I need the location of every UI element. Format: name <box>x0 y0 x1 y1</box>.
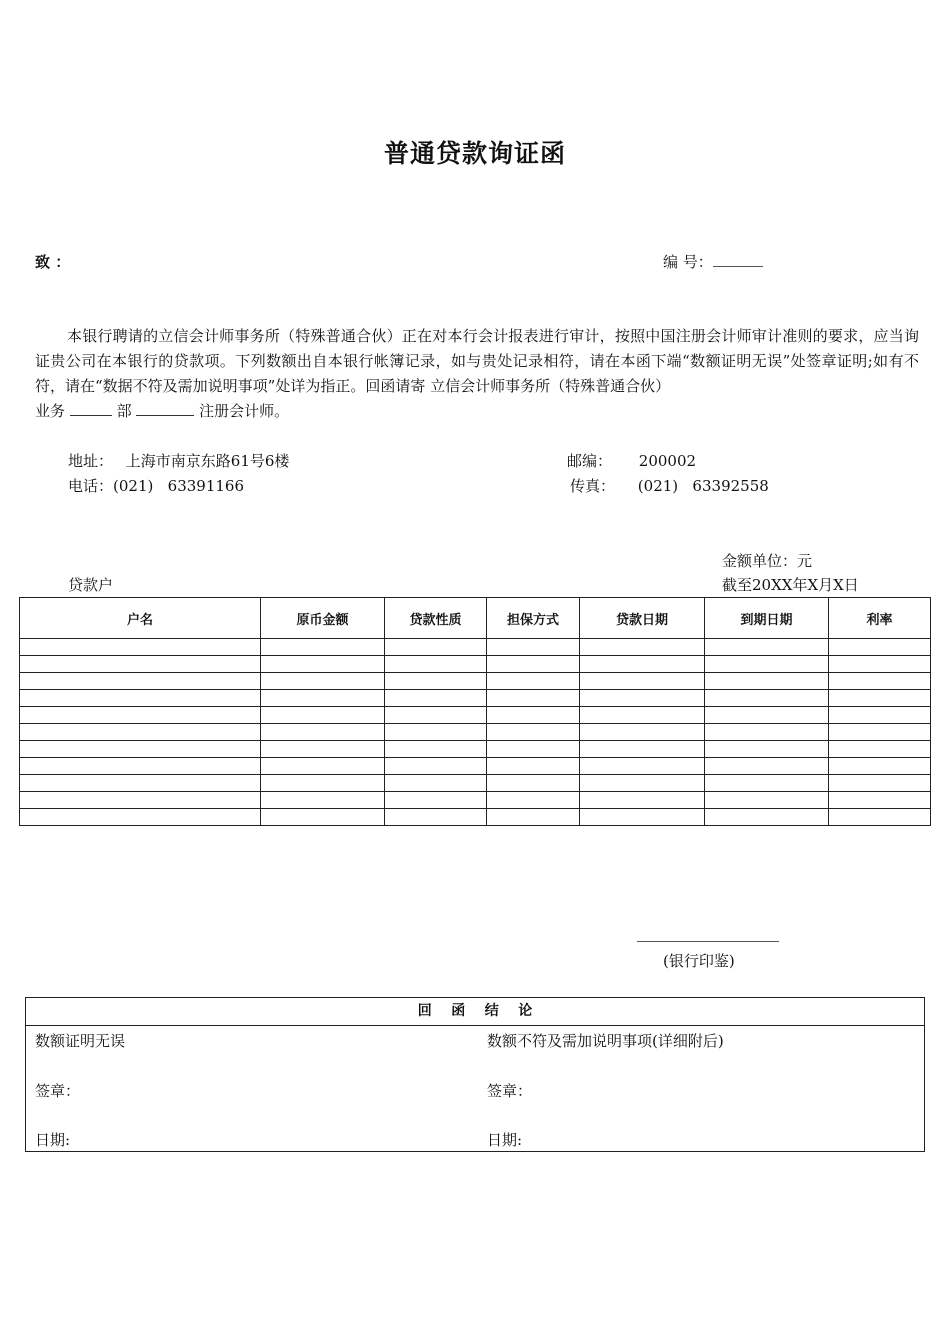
phone: 电话：(021) 63391166 <box>68 477 245 495</box>
table-row <box>20 741 931 758</box>
table-cell[interactable] <box>20 724 261 741</box>
amount-unit: 金额单位：元 <box>722 552 813 570</box>
table-row <box>20 775 931 792</box>
table-cell[interactable] <box>829 639 931 656</box>
reply-section <box>25 997 925 1152</box>
table-cell[interactable] <box>829 724 931 741</box>
table-cell[interactable] <box>705 690 829 707</box>
table-cell[interactable] <box>385 809 487 826</box>
table-cell[interactable] <box>20 656 261 673</box>
table-cell[interactable] <box>261 690 385 707</box>
reply-discrepancy-date[interactable]: 日期: <box>487 1131 523 1149</box>
table-cell[interactable] <box>705 656 829 673</box>
table-cell[interactable] <box>261 792 385 809</box>
table-cell[interactable] <box>580 639 705 656</box>
table-cell[interactable] <box>829 673 931 690</box>
table-cell[interactable] <box>261 741 385 758</box>
table-cell[interactable] <box>829 707 931 724</box>
table-cell[interactable] <box>261 724 385 741</box>
table-cell[interactable] <box>261 639 385 656</box>
department-blank[interactable] <box>136 401 194 416</box>
table-cell[interactable] <box>580 724 705 741</box>
table-cell[interactable] <box>580 707 705 724</box>
table-cell[interactable] <box>385 724 487 741</box>
table-cell[interactable] <box>20 758 261 775</box>
table-cell[interactable] <box>385 639 487 656</box>
reply-confirm-title: 数额证明无误 <box>35 1032 126 1050</box>
table-cell[interactable] <box>385 758 487 775</box>
table-row <box>20 792 931 809</box>
header-loan-date: 贷款日期 <box>580 598 705 639</box>
table-cell[interactable] <box>487 656 580 673</box>
table-cell[interactable] <box>385 792 487 809</box>
header-original-amount: 原币金额 <box>261 598 385 639</box>
serial-blank[interactable] <box>713 252 763 267</box>
table-cell[interactable] <box>385 673 487 690</box>
table-cell[interactable] <box>829 690 931 707</box>
table-cell[interactable] <box>829 758 931 775</box>
table-cell[interactable] <box>487 639 580 656</box>
body-tail-prefix: 业务 <box>35 402 66 420</box>
borrower-label: 贷款户 <box>68 576 114 594</box>
table-cell[interactable] <box>580 741 705 758</box>
table-cell[interactable] <box>261 707 385 724</box>
table-cell[interactable] <box>705 809 829 826</box>
body-tail <box>35 399 919 424</box>
table-cell[interactable] <box>829 775 931 792</box>
table-cell[interactable] <box>829 656 931 673</box>
table-cell[interactable] <box>829 792 931 809</box>
table-cell[interactable] <box>487 673 580 690</box>
as-of-date: 截至20XX年X月X日 <box>722 576 859 594</box>
table-cell[interactable] <box>487 792 580 809</box>
table-cell[interactable] <box>20 792 261 809</box>
table-cell[interactable] <box>487 741 580 758</box>
table-cell[interactable] <box>20 673 261 690</box>
body-text: 本银行聘请的立信会计师事务所（特殊普通合伙）正在对本行会计报表进行审计，按照中国注册会计师审计准则的要求，应当询证贵公司在本银行的贷款项。下列数额出自本银行帐簿记录，如与贵处记录相符，请在本函下端“数额证明无误”处签章证明;如有不符，请在“数据不符及需加说明事项”处详为指正。回函请寄 立信会计师事务所（特殊普通合伙） <box>35 327 919 395</box>
serial-number <box>663 251 763 272</box>
reply-discrepancy-title: 数额不符及需加说明事项(详细附后) <box>487 1032 724 1050</box>
table-row <box>20 673 931 690</box>
table-row <box>20 690 931 707</box>
table-row <box>20 656 931 673</box>
table-cell[interactable] <box>487 775 580 792</box>
reply-title: 回 函 结 论 <box>26 998 924 1026</box>
table-cell[interactable] <box>385 707 487 724</box>
table-cell[interactable] <box>487 758 580 775</box>
table-cell[interactable] <box>705 741 829 758</box>
table-cell[interactable] <box>385 775 487 792</box>
table-row <box>20 724 931 741</box>
body-tail-suffix: 注册会计师。 <box>199 402 290 420</box>
reply-discrepancy-signature[interactable]: 签章： <box>487 1082 533 1100</box>
table-cell[interactable] <box>487 809 580 826</box>
table-cell[interactable] <box>385 656 487 673</box>
table-cell[interactable] <box>261 775 385 792</box>
table-cell[interactable] <box>705 758 829 775</box>
table-cell[interactable] <box>580 758 705 775</box>
postcode: 邮编： 200002 <box>567 452 697 470</box>
fax: 传真： (021) 63392558 <box>570 477 769 495</box>
bank-seal-line <box>637 941 779 942</box>
table-cell[interactable] <box>385 690 487 707</box>
table-cell[interactable] <box>487 690 580 707</box>
table-cell[interactable] <box>580 792 705 809</box>
table-cell[interactable] <box>20 809 261 826</box>
table-cell[interactable] <box>705 792 829 809</box>
table-cell[interactable] <box>829 809 931 826</box>
serial-label: 编 号： <box>663 253 713 271</box>
table-row <box>20 639 931 656</box>
header-account-name: 户名 <box>20 598 261 639</box>
table-cell[interactable] <box>705 775 829 792</box>
table-cell[interactable] <box>487 724 580 741</box>
table-row <box>20 707 931 724</box>
table-cell[interactable] <box>20 741 261 758</box>
table-header-row <box>20 598 931 639</box>
header-due-date: 到期日期 <box>705 598 829 639</box>
table-cell[interactable] <box>20 639 261 656</box>
table-cell[interactable] <box>487 707 580 724</box>
bank-seal-label: (银行印鉴) <box>663 952 735 970</box>
table-cell[interactable] <box>385 741 487 758</box>
table-cell[interactable] <box>705 673 829 690</box>
body-tail-dept: 部 <box>116 402 132 420</box>
table-cell[interactable] <box>829 741 931 758</box>
table-cell[interactable] <box>580 656 705 673</box>
header-guarantee-type: 担保方式 <box>487 598 580 639</box>
reply-confirm-date[interactable]: 日期: <box>35 1131 71 1149</box>
address: 地址： 上海市南京东路61号6楼 <box>68 452 290 470</box>
table-cell[interactable] <box>261 809 385 826</box>
page-title: 普通贷款询证函 <box>383 139 566 168</box>
header-loan-type: 贷款性质 <box>385 598 487 639</box>
body-paragraph <box>35 324 919 424</box>
table-cell[interactable] <box>580 775 705 792</box>
recipient-label: 致 ： <box>35 253 71 271</box>
table-cell[interactable] <box>20 707 261 724</box>
table-cell[interactable] <box>261 758 385 775</box>
table-cell[interactable] <box>705 724 829 741</box>
table-cell[interactable] <box>261 656 385 673</box>
table-row <box>20 758 931 775</box>
reply-confirm-signature[interactable]: 签章： <box>35 1082 81 1100</box>
table-cell[interactable] <box>580 809 705 826</box>
table-cell[interactable] <box>705 639 829 656</box>
table-row <box>20 809 931 826</box>
table-cell[interactable] <box>580 673 705 690</box>
header-interest-rate: 利率 <box>829 598 931 639</box>
loan-table <box>19 597 931 826</box>
table-cell[interactable] <box>20 690 261 707</box>
table-cell[interactable] <box>20 775 261 792</box>
business-blank[interactable] <box>70 401 112 416</box>
table-cell[interactable] <box>261 673 385 690</box>
table-cell[interactable] <box>705 707 829 724</box>
table-cell[interactable] <box>580 690 705 707</box>
